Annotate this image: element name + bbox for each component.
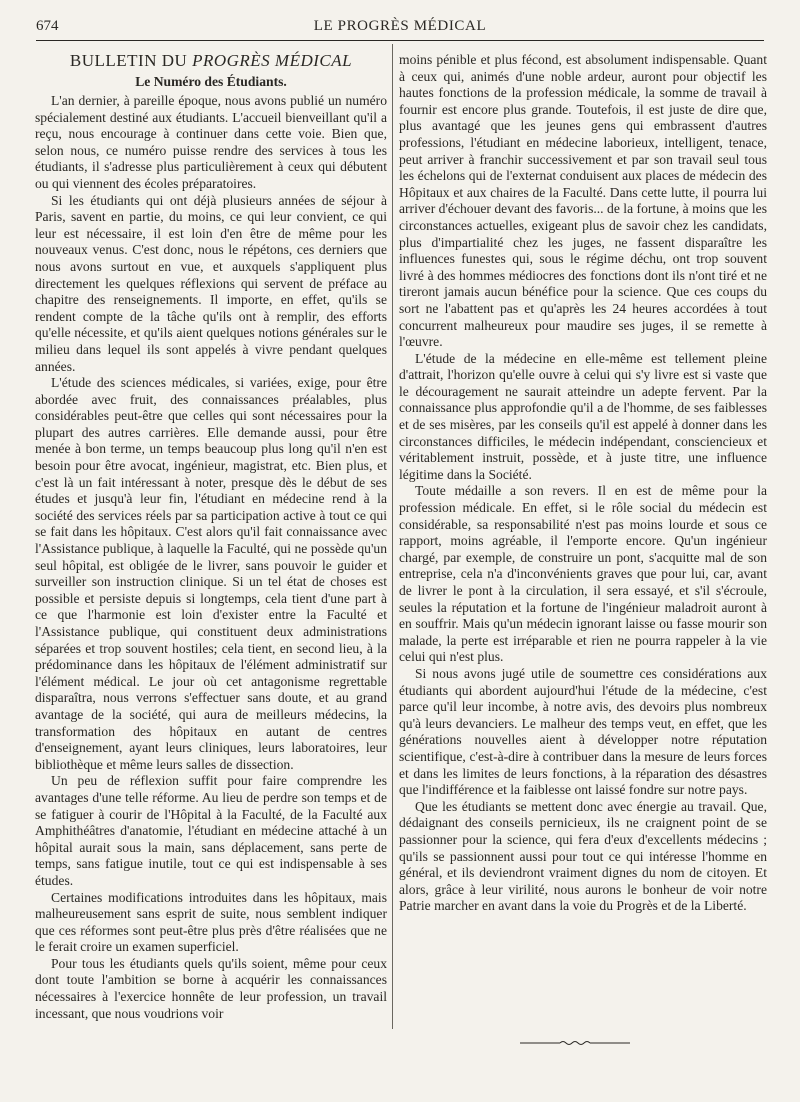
paragraph: Toute médaille a son revers. Il en est de même pour la profession médicale. En effet, si le rôle social du médecin est considérable, sa responsabilité n'est pas moins lourde et sous ce rapport, moins agréable, il l'emporte encore. Qu'un ingénieur chargé, par exemple, de construire un pont, s'acquitte mal de son entreprise, cela n'a d'inconvénients graves que pour lui, car, avant de livrer le pont à la circulation, il sera essayé, et s'il s'écroule, seules la réputation et la fortune de l'ingénieur maladroit auront à en souffrir. Mais qu'un médecin ignorant laisse ou fasse mourir son malade, la perte est irréparable et rien ne pourra rappeler à la vie celui qui n'est plus. [399,483,767,665]
left-column [35,50,387,1022]
article-heading [35,50,387,72]
paragraph: Pour tous les étudiants quels qu'ils soient, même pour ceux dont toute l'ambition se borne à acquérir les connaissances nécessaires à l'exercice honnête de leur profession, un travail incessant, que nous voudrions voir [35,955,387,1021]
paragraph-continuation: moins pénible et plus fécond, est absolument indispensable. Quant à ceux qui, animés d'une noble ardeur, auront pour objectif les hautes fonctions de la profession médicale, la somme de travail à fournir est encore plus grande. Toutefois, il est juste de dire que, plus avantagé que les jeunes gens qui embrassent d'autres professions, l'étudiant en médecine laborieux, intelligent, tenace, peut arriver à franchir successivement et par son travail seul tous les échelons qui de l'externat conduisent aux places de médecin des Hôpitaux et aux chaires de la Faculté. Dans cette lutte, il pourra lui arriver d'échouer devant des favoris... de la fortune, à moins que les circonstances actuelles, exigeant plus de savoir chez les candidats, plus d'impartialité chez les juges, ne fassent disparaître les influences funestes qui, sous le régime déchu, ont trop souvent livré à des hommes médiocres des fonctions dont ils n'ont tiré et ne tireront jamais aucun bénéfice pour la science. Que ces coups du sort ne l'abattent pas et qu'après les 24 heures accordées à tout concurrent malheureux pour maudire ses juges, il se remette à l'œuvre. [399,52,767,350]
paragraph: Si nous avons jugé utile de soumettre ces considérations aux étudiants qui abordent aujourd'hui l'étude de la médecine, c'est parce qu'il leur incombe, à notre avis, des devoirs plus nombreux qu'à leurs devanciers. Le malheur des temps veut, en effet, que les générations nouvelles aient à développer notre réputation scientifique, c'est-à-dire à contribuer dans la mesure de leurs forces et dans les limites de leurs fonctions, à la réparation des désastres que l'indifférence et la faiblesse ont laissé fondre sur notre pays. [399,665,767,798]
right-column [399,52,767,915]
running-head [36,18,764,41]
paragraph: L'an dernier, à pareille époque, nous avons publié un numéro spécialement destiné aux étudiants. L'accueil bienveillant qu'il a reçu, nous encourage à continuer dans cette voie. Bien que, selon nous, ce numéro puisse rendre des services à tous les étudiants, il s'adresse plus particulièrement à ceux qui débutent ou qui viennent des écoles préparatoires. [35,93,387,191]
paragraph: Si les étudiants qui ont déjà plusieurs années de séjour à Paris, savent en partie, du moins, ce qui leur convient, ce qui leur est nécessaire, il est loin d'en être de même pour les nouveaux venus. C'est donc, nous le répétons, ces derniers que nous avons surtout en vue, et auxquels s'appliquent plus directement les quelques réflexions qui servent de préface au chapitre des renseignements. Il importe, en effet, qu'ils se rendent compte de la tâche qu'ils ont à remplir, des efforts qu'elle nécessite, et qu'ils aient quelques notions générales sur le milieu dans lequel ils sont appelés à vivre pendant quelques années. [35,192,387,374]
paragraph: L'étude des sciences médicales, si variées, exige, pour être abordée avec fruit, des connaissances préalables, plus considérables peut-être que celles qui sont nécessaires pour la plupart des autres carrières. Elle demande aussi, pour être menée à bon terme, un temps beaucoup plus long qu'il n'en est besoin pour être avocat, ingénieur, magistrat, etc. Bien plus, et c'est là un fait intéressant à noter, presque dès le début de ses études et jusqu'à leur fin, l'étudiant en médecine rend à la société des services réels par sa participation active à tout ce qui se fait dans les hôpitaux. C'est alors qu'il fait connaissance avec l'Assistance publique, à laquelle la Faculté, qui ne possède qu'un seul hôpital, est obligée de le livrer, sans pouvoir le guider et surveiller son instruction clinique. Si un tel état de choses est possible et persiste depuis si longtemps, cela tient d'une part à ce que l'harmonie est loin d'exister entre la Faculté et l'Assistance publique, qui constituent deux administrations séparées et trop souvent hostiles; cela tient, en second lieu, à la prédominance dans les hôpitaux de l'élément administratif sur l'élément médical. Le jour où cet antagonisme regrettable disparaîtra, nous verrons s'effectuer sans doute, et au grand avantage de la société, qui aura de meilleurs médecins, la transformation des hôpitaux en autant de centres d'enseignement, ayant leurs cliniques, leurs laboratoires, leur bibliothèque et même leurs salles de dissection. [35,375,387,772]
paragraph: Certaines modifications introduites dans les hôpitaux, mais malheureusement sans esprit de suite, nous semblent indiquer que ces réformes sont peut-être plus près d'être réalisées que ne le ferait croire un examen superficiel. [35,889,387,955]
paragraph: L'étude de la médecine en elle-même est tellement pleine d'attrait, l'horizon qu'elle ouvre à celui qui s'y livre est si vaste que le découragement ne saurait atteindre un adepte fervent. Par la connaissance plus approfondie qu'il a de l'homme, de ses faiblesses et de ses misères, par les conseils qu'il est appelé à donner dans les circonstances difficiles, le médecin indépendant, consciencieux et véritablement instruit, possède, et à juste titre, une influence légitime dans la Société. [399,350,767,482]
paragraph: Que les étudiants se mettent donc avec énergie au travail. Que, dédaignant des conseils pernicieux, ils ne craignent point de se passionner pour la science, qui fera d'eux d'excellents médecins ; qu'ils se passionnent aussi pour tout ce qui intéresse l'homme en général, et ils deviendront vraiment dignes du nom de citoyen. Et alors, grâce à leur virilité, nous aurons le bonheur de voir notre Patrie marcher en avant dans la voie du Progrès et de la Liberté. [399,798,767,914]
journal-title: LE PROGRÈS MÉDICAL [313,18,487,34]
paragraph: Un peu de réflexion suffit pour faire comprendre les avantages d'une telle réforme. Au lieu de perdre son temps et de se fatiguer à courir de l'Hôpital à la Faculté, de la Faculté aux Amphithéâtres d'anatomie, l'étudiant en médecine attaché à un hôpital aurait sous la main, sans déplacement, sans perte de temps, sans fatigue inutile, tout ce qui est indispensable à ses études. [35,773,387,888]
heading-italic: PROGRÈS MÉDICAL [192,51,353,70]
page-number: 674 [36,18,59,34]
heading-prefix: BULLETIN DU [69,51,193,70]
column-divider [392,44,393,1029]
end-ornament [520,1040,630,1046]
article-subtitle: Le Numéro des Étudiants. [135,74,287,89]
